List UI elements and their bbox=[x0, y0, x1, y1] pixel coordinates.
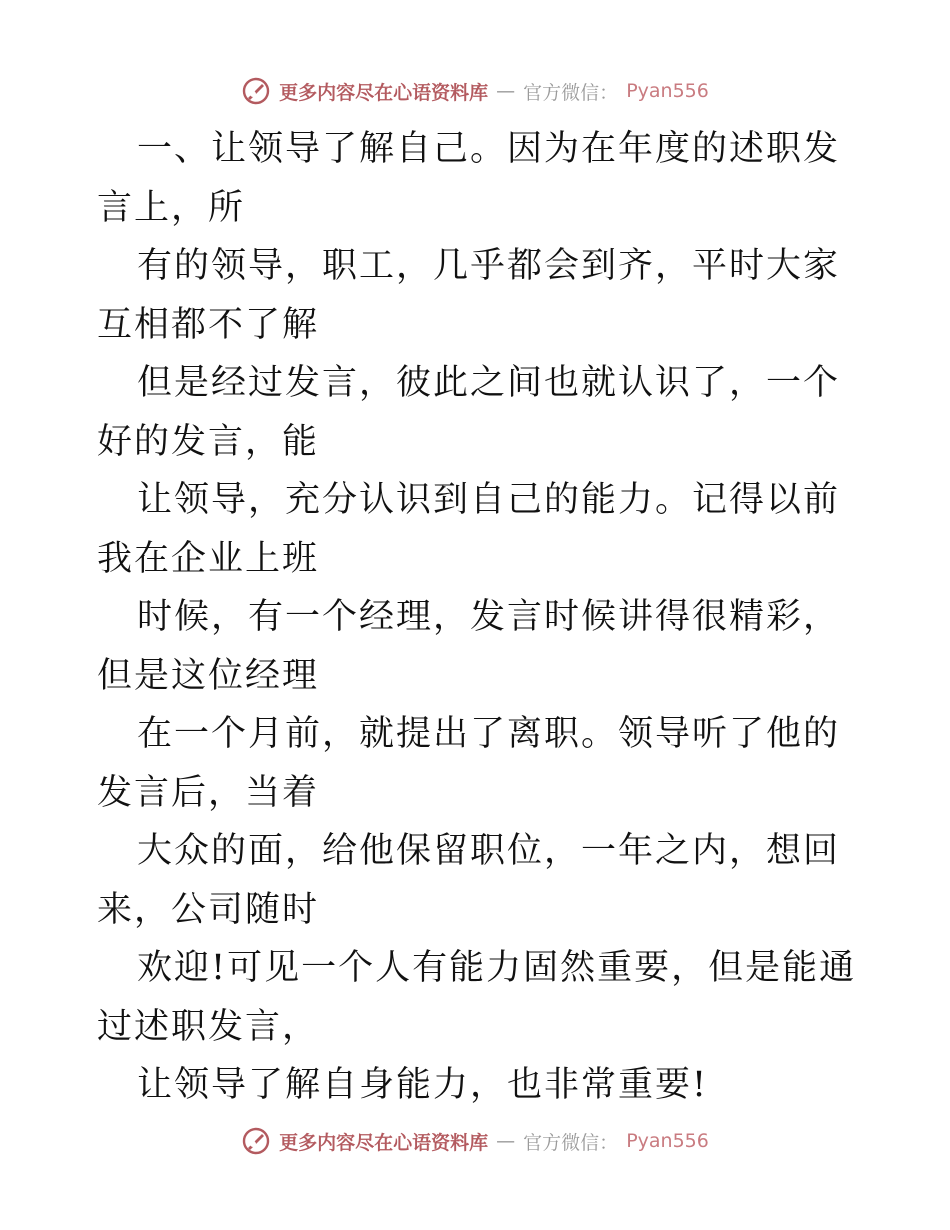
paragraph-5: 时候，有一个经理，发言时候讲得很精彩，但是这位经理 bbox=[97, 597, 841, 696]
paragraph-1: 一、让领导了解自己。因为在年度的述职发言上，所 bbox=[97, 129, 841, 228]
quill-circle-icon bbox=[241, 1126, 271, 1156]
watermark-dash: — bbox=[496, 1130, 516, 1152]
watermark-dash: — bbox=[496, 80, 516, 102]
paragraph-3: 但是经过发言，彼此之间也就认识了，一个好的发言，能 bbox=[97, 363, 841, 462]
paragraph-8: 欢迎!可见一个人有能力固然重要，但是能通过述职发言， bbox=[97, 948, 857, 1047]
watermark-brand: 更多内容尽在心语资料库 bbox=[279, 1131, 489, 1154]
paragraph-6: 在一个月前，就提出了离职。领导听了他的发言后，当着 bbox=[97, 714, 841, 813]
paragraph-7: 大众的面，给他保留职位，一年之内，想回来，公司随时 bbox=[97, 831, 841, 930]
header-watermark bbox=[0, 71, 950, 111]
paragraph-2: 有的领导，职工，几乎都会到齐，平时大家互相都不了解 bbox=[97, 246, 841, 345]
watermark-brand: 更多内容尽在心语资料库 bbox=[279, 81, 489, 104]
document-body bbox=[97, 120, 857, 1115]
footer-watermark bbox=[0, 1121, 950, 1161]
paragraph-9: 让领导了解自身能力，也非常重要! bbox=[137, 1065, 709, 1105]
watermark-label: 官方微信： bbox=[523, 1131, 619, 1154]
paragraph-4: 让领导，充分认识到自己的能力。记得以前我在企业上班 bbox=[97, 480, 841, 579]
quill-circle-icon bbox=[241, 76, 271, 106]
watermark-id: Pyan556 bbox=[626, 1130, 709, 1152]
watermark-label: 官方微信： bbox=[523, 81, 619, 104]
watermark-id: Pyan556 bbox=[626, 80, 709, 102]
